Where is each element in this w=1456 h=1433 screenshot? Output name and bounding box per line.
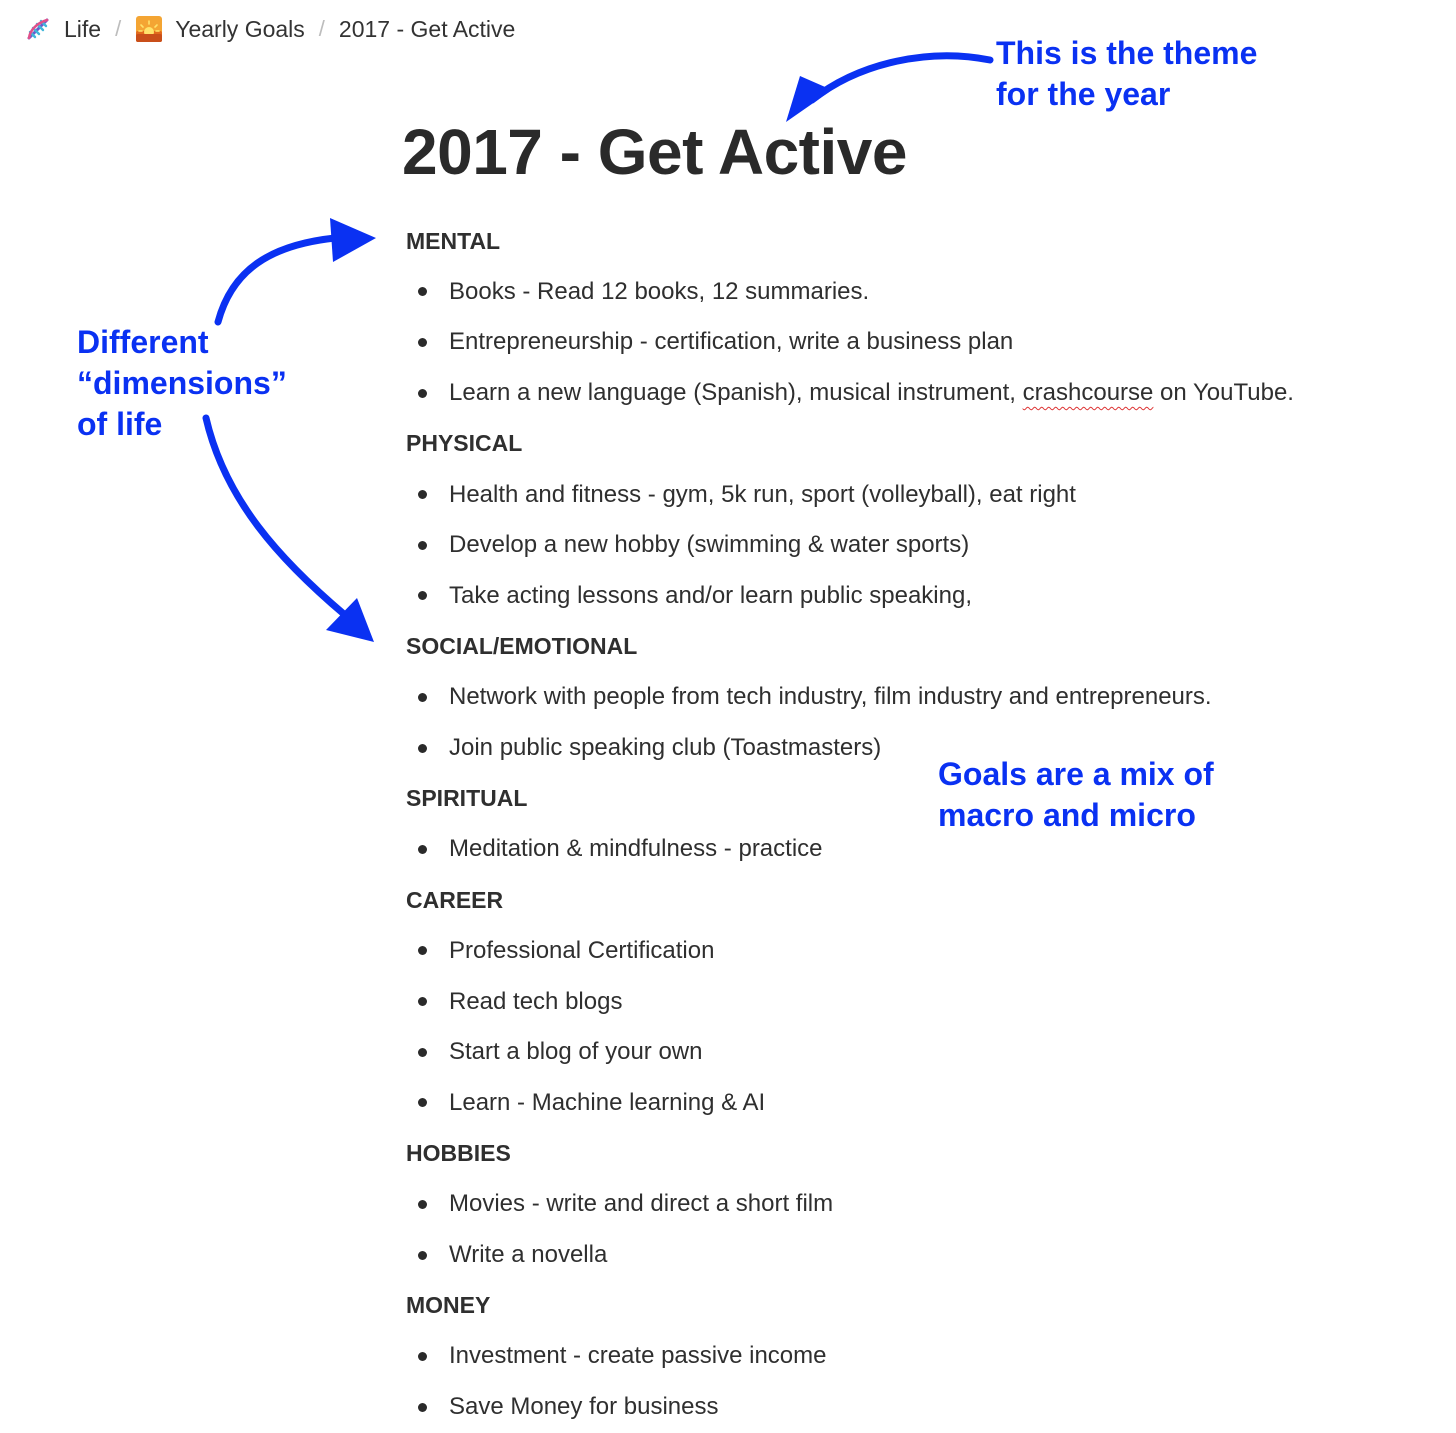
list-item-text: Develop a new hobby (swimming & water sports) xyxy=(449,531,970,559)
list-item-text: Learn a new language (Spanish), musical instrument, crashcourse on YouTube. xyxy=(449,379,1294,407)
list-item-text: Movies - write and direct a short film xyxy=(449,1190,834,1218)
arrow-to-mental xyxy=(218,218,376,322)
list-item-text: Learn - Machine learning & AI xyxy=(449,1088,766,1116)
list-item-text: Books - Read 12 books, 12 summaries. xyxy=(449,277,870,305)
annotation-line: Different xyxy=(77,324,209,360)
list-item-text: Start a blog of your own xyxy=(449,1038,703,1066)
arrow-to-social xyxy=(206,418,374,642)
list-item-text: Entrepreneurship - certification, write a business plan xyxy=(449,328,1014,356)
section-heading[interactable]: CAREER xyxy=(406,886,504,913)
page-title[interactable]: 2017 - Get Active xyxy=(402,116,907,188)
list-item-text: Meditation & mindfulness - practice xyxy=(449,835,823,863)
annotation-line: This is the theme xyxy=(996,35,1258,71)
breadcrumb-separator: / xyxy=(115,16,122,41)
list-item-text: Save Money for business xyxy=(449,1393,719,1421)
annotation-goals xyxy=(938,754,1214,836)
annotation-line: for the year xyxy=(996,76,1171,112)
breadcrumb-label: Yearly Goals xyxy=(175,15,305,42)
section-heading[interactable]: PHYSICAL xyxy=(406,430,523,457)
list-item-text: Professional Certification xyxy=(449,936,715,964)
list-item-text: Health and fitness - gym, 5k run, sport (volleyball), eat right xyxy=(449,480,1076,508)
section-heading[interactable]: HOBBIES xyxy=(406,1140,511,1167)
list-item-text: Join public speaking club (Toastmasters) xyxy=(449,734,882,761)
section-heading[interactable]: SOCIAL/EMOTIONAL xyxy=(406,633,638,660)
annotation-line: macro and micro xyxy=(938,797,1196,833)
section-heading[interactable]: MONEY xyxy=(406,1292,491,1319)
annotation-line: Goals are a mix of xyxy=(938,756,1214,792)
breadcrumb-label: Life xyxy=(64,15,102,42)
breadcrumb-separator: / xyxy=(318,16,325,41)
annotation-dimensions xyxy=(77,322,287,445)
list-item-text: Network with people from tech industry, film industry and entrepreneurs. xyxy=(449,683,1212,711)
list-item-text: Read tech blogs xyxy=(449,987,623,1015)
section-heading[interactable]: SPIRITUAL xyxy=(406,785,528,812)
annotation-line: “dimensions” xyxy=(77,365,287,401)
annotation-line: of life xyxy=(77,406,163,442)
list-item-text: Take acting lessons and/or learn public speaking, xyxy=(449,581,972,609)
arrow-to-title xyxy=(786,56,990,122)
annotation-theme xyxy=(996,33,1257,115)
spellcheck-flag: crashcourse xyxy=(1022,379,1154,407)
section-heading[interactable]: MENTAL xyxy=(406,227,501,254)
list-item-text: Write a novella xyxy=(449,1241,608,1268)
breadcrumb-label: 2017 - Get Active xyxy=(338,15,516,42)
list-item-text: Investment - create passive income xyxy=(449,1342,827,1370)
